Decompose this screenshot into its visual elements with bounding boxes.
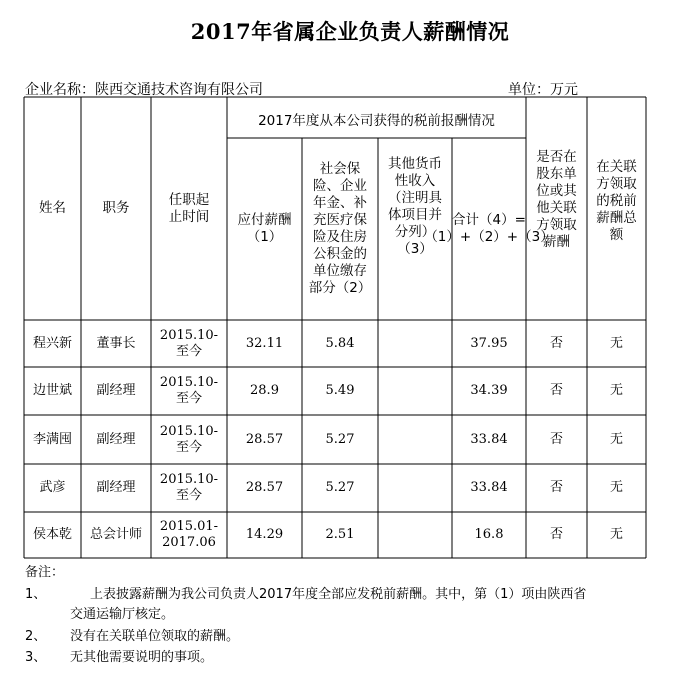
cell-position: 董事长 [96,335,136,351]
header-col3: 其他货币性收入（注明具体项目并分列）（3） [388,156,442,257]
header-group: 2017年度从本公司获得的税前报酬情况 [258,113,495,129]
cell-pay: 14.29 [245,527,284,542]
cell-social: 5.27 [325,431,355,447]
cell-total: 16.8 [474,527,504,542]
cell-other-unit: 否 [549,527,563,542]
cell-social: 2.51 [325,527,355,542]
cell-related: 无 [609,480,623,495]
cell-social: 5.27 [325,480,355,495]
cell-pay: 32.11 [245,335,284,351]
cell-other [378,367,452,415]
cell-other [378,464,452,512]
cell-total: 33.84 [470,431,508,447]
header-related: 在关联方领取的税前薪酬总额 [596,159,637,243]
cell-related: 无 [609,431,623,447]
cell-pay: 28.57 [245,480,284,495]
cell-total: 37.95 [470,335,508,351]
cell-social: 5.49 [325,383,355,398]
page-title: 2017年省属企业负责人薪酬情况 [190,19,510,44]
cell-other-unit: 否 [549,383,563,398]
cell-position: 副经理 [96,431,136,447]
cell-related: 无 [609,383,623,398]
cell-name: 程兴新 [32,335,72,351]
cell-related: 无 [609,335,623,351]
cell-term: 2015.10-至今 [159,423,219,455]
cell-other-unit: 否 [549,480,563,495]
cell-pay: 28.9 [250,383,279,398]
cell-social: 5.84 [325,335,355,351]
cell-position: 总会计师 [89,527,142,542]
cell-term: 2015.01-2017.06 [159,519,219,550]
cell-position: 副经理 [96,480,136,495]
unit-label: 单位：万元 [508,82,578,98]
note-1-text: 上表披露薪酬为我公司负责人2017年度全部应发税前薪酬。其中，第（1）项由陕西省 [90,587,587,602]
header-col4: 合计（4）=（1）+（2）+（3） [424,212,554,245]
header-col1: 应付薪酬（1） [237,212,292,245]
cell-total: 33.84 [470,480,508,495]
header-position: 职务 [102,200,130,216]
cell-name: 侯本乾 [32,527,72,542]
note-2-number: 2、 [25,629,47,644]
header-other-unit: 是否在股东单位或其他关联方领取薪酬 [536,149,577,250]
cell-pay: 28.57 [245,431,284,447]
cell-name: 武彦 [39,480,66,495]
note-3-text: 无其他需要说明的事项。 [70,650,214,665]
cell-other [378,415,452,464]
note-2-text: 没有在关联单位领取的薪酬。 [70,629,240,644]
cell-position: 副经理 [96,383,136,398]
note-3-number: 3、 [25,650,47,665]
cell-name: 边世斌 [32,383,72,398]
company-name: 企业名称：陕西交通技术咨询有限公司 [25,82,263,98]
cell-other [378,512,452,558]
cell-term: 2015.10-至今 [159,327,219,359]
header-name: 姓名 [39,200,66,216]
note-1-number: 1、 [25,587,47,602]
cell-other-unit: 否 [549,431,563,447]
header-col2: 社会保险、企业年金、补充医疗保险及住房公积金的单位缴存部分（2） [308,161,372,296]
notes-heading: 备注： [25,565,65,580]
cell-related: 无 [609,527,623,542]
cell-total: 34.39 [470,383,508,398]
header-term: 任职起止时间 [168,191,210,225]
cell-term: 2015.10-至今 [159,375,219,406]
cell-name: 李满囤 [32,431,72,447]
cell-other-unit: 否 [549,335,563,351]
cell-term: 2015.10-至今 [159,472,219,503]
cell-other [378,320,452,367]
note-1-text-continued: 交通运输厅核定。 [70,607,175,622]
